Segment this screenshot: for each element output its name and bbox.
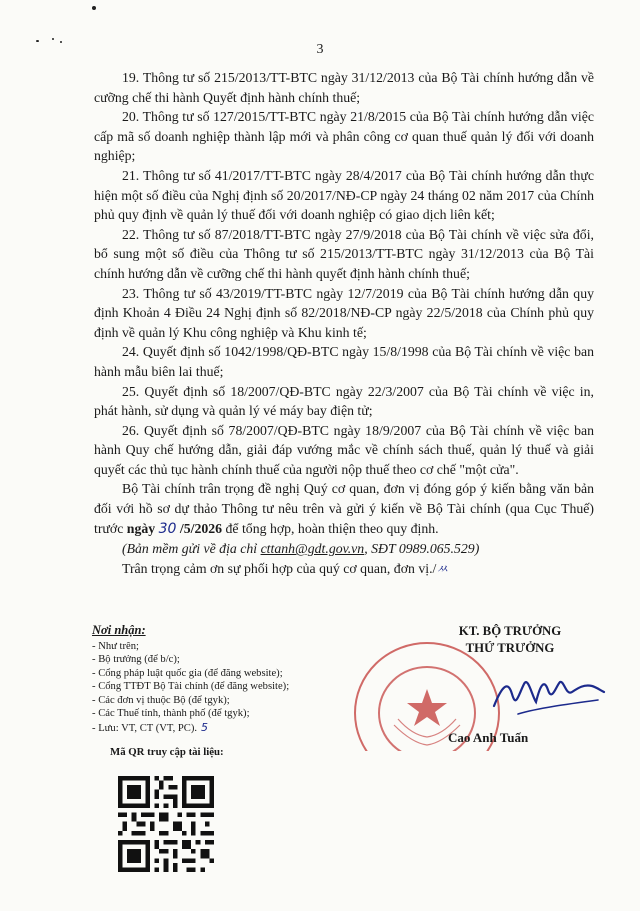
contact-email-link[interactable]: cttanh@gdt.gov.vn [260, 541, 365, 557]
paragraph-item-19: 19. Thông tư số 215/2013/TT-BTC ngày 31/12/2013 của Bộ Tài chính hướng dẫn về cưỡng chế thi hành Quyết định hành chính thuế; [94, 70, 594, 105]
recipient-item-storage [92, 721, 289, 736]
request-text: Bộ Tài chính trân trọng đề nghị Quý cơ quan, đơn vị đóng góp ý kiến bằng văn bản đối với hồ sơ dự thảo Thông tư nêu trên và gửi ý kiến về Bộ Tài chính (qua Cục Thuế) trước [94, 481, 594, 536]
thanks-text: Trân trọng cảm ơn sự phối hợp của quý cơ quan, đơn vị./ [122, 560, 437, 576]
contact-line [94, 539, 594, 559]
recipient-item: - Các Thuế tỉnh, thành phố (để tgyk); [92, 707, 289, 721]
recipient-item: - Các đơn vị thuộc Bộ (để tgyk); [92, 694, 289, 708]
deadline-month-year: /5/2026 [176, 520, 223, 536]
storage-text: Lưu: VT, CT (VT, PC). [98, 722, 198, 734]
recipient-item: - Cổng pháp luật quốc gia (để đăng website); [92, 667, 289, 681]
page-number: 3 [316, 42, 324, 57]
recipient-item: - Bộ trưởng (để b/c); [92, 653, 289, 667]
qr-label: Mã QR truy cập tài liệu: [110, 746, 224, 758]
contact-prefix: (Bản mềm gửi về địa chỉ [122, 541, 261, 557]
paragraph-item-22: 22. Thông tư số 87/2018/TT-BTC ngày 27/9/2018 của Bộ Tài chính về việc sửa đổi, bổ sung một số điều của Thông tư số 215/2013/TT-BTC ngày 31/12/2013 của Bộ Tài chính hướng dẫn về cưỡng chế thi hành quyết định hành chính thuế; [94, 226, 594, 281]
signer-name: Cao Anh Tuấn [448, 730, 529, 745]
recipients-list [92, 640, 289, 736]
request-paragraph [94, 479, 594, 539]
signer-role-secondary: THỨ TRƯỞNG [465, 641, 555, 655]
signer-role-primary: KT. BỘ TRƯỞNG [458, 624, 562, 638]
scan-speck [52, 38, 54, 40]
recipient-item: - Cổng TTĐT Bộ Tài chính (để đăng website); [92, 680, 289, 694]
signature-block [428, 624, 592, 656]
recipients-title: Nơi nhận: [92, 623, 146, 637]
deadline-day-handwritten: 30 [158, 520, 177, 537]
paragraph-item-20: 20. Thông tư số 127/2015/TT-BTC ngày 21/8/2015 của Bộ Tài chính hướng dẫn việc cấp mã số doanh nghiệp thành lập mới và phân công cơ quan thuế quản lý đối với doanh nghiệp; [94, 109, 594, 164]
paragraph-item-26: 26. Quyết định số 78/2007/QĐ-BTC ngày 18/9/2007 của Bộ Tài chính về việc ban hành Quy chế hướng dẫn, giải đáp vướng mắc về chính sách thuế, quản lý thuế và giải quyết các thủ tục hành chính thuế của người nộp thuế theo cơ chế "một cửa". [94, 422, 594, 477]
contact-phone: , SĐT 0989.065.529) [364, 541, 480, 557]
deadline-prefix: ngày [126, 520, 159, 536]
recipient-item: - Như trên; [92, 640, 289, 654]
paragraph-item-21: 21. Thông tư số 41/2017/TT-BTC ngày 28/4/2017 của Bộ Tài chính hướng dẫn thực hiện một số điều của Nghị định số 20/2017/NĐ-CP ngày 24 tháng 02 năm 2017 của Chính phủ quy định về quản lý thuế đối với doanh nghiệp có giao dịch liên kết; [94, 167, 594, 223]
document-body [94, 68, 594, 579]
scan-speck [92, 6, 96, 10]
initials-scribble: ㅆ [436, 561, 448, 576]
paragraph-item-25: 25. Quyết định số 18/2007/QĐ-BTC ngày 22/3/2007 của Bộ Tài chính về việc in, phát hành, sử dụng và quản lý vé máy bay điện tử; [94, 383, 594, 419]
signature-scribble-icon [488, 656, 608, 732]
storage-count-handwritten: 5 [201, 720, 209, 734]
paragraph-item-23: 23. Thông tư số 43/2019/TT-BTC ngày 12/7/2019 của Bộ Tài chính hướng dẫn quy định Khoản 4 Điều 24 Nghị định số 82/2018/NĐ-CP ngày 22/5/2018 của Chính phủ quy định về quản lý Khu công nghiệp và Khu kinh tế; [94, 285, 594, 340]
paragraph-item-24: 24. Quyết định số 1042/1998/QĐ-BTC ngày 15/8/1998 của Bộ Tài chính về việc ban hành mẫu biên lai thuế; [94, 344, 594, 379]
recipients-block [92, 624, 289, 735]
qr-code[interactable] [118, 776, 214, 872]
request-text-end: để tổng hợp, hoàn thiện theo quy định. [222, 520, 439, 536]
thanks-line [94, 559, 594, 580]
